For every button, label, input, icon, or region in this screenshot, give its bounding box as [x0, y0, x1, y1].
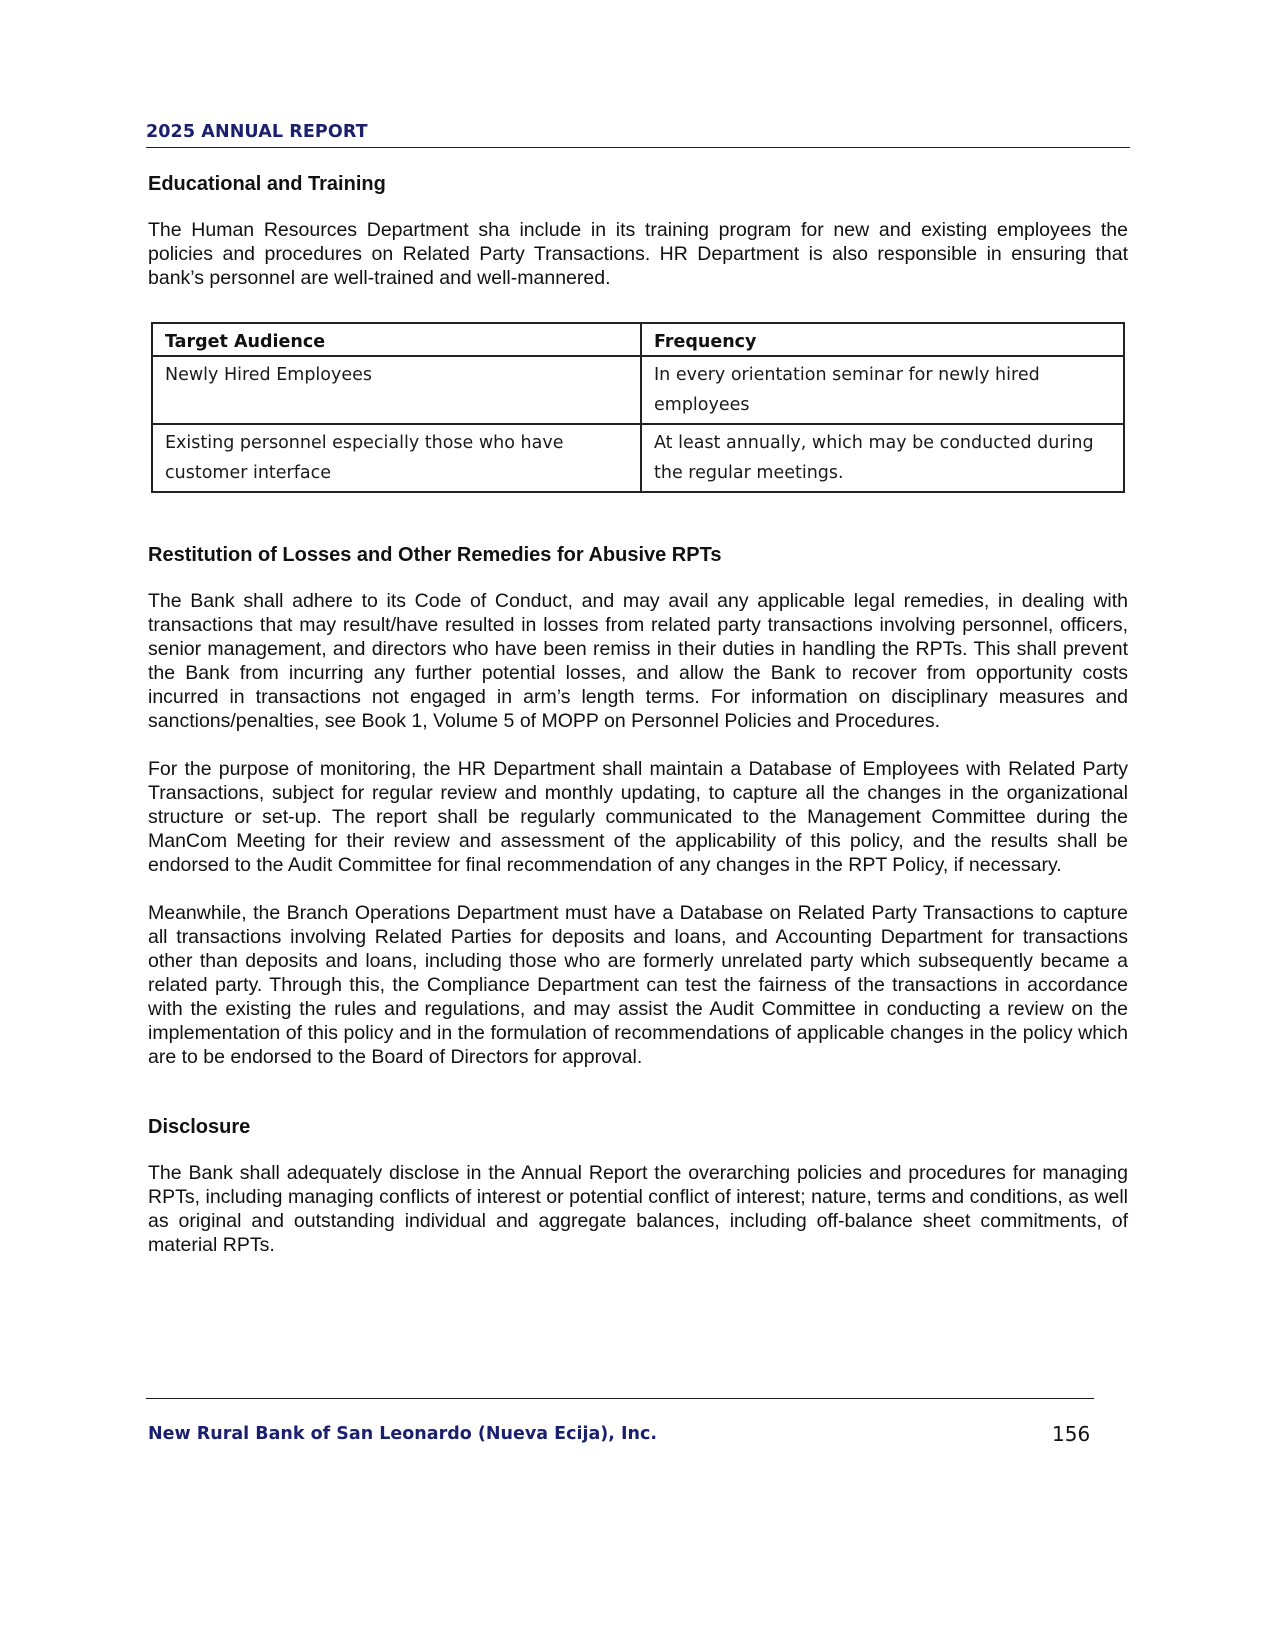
table-row: [152, 424, 1124, 492]
report-title: 2025 ANNUAL REPORT: [146, 122, 368, 142]
section-heading-disclosure: Disclosure: [148, 1116, 251, 1138]
education-paragraph: The Human Resources Department sha include in its training program for new and existing employees the policies and procedures on Related Party Transactions. HR Department is also responsible in ensuring that bank’s personnel are well-trained and well-mannered.: [148, 219, 1128, 289]
section-heading-education: Educational and Training: [148, 173, 386, 195]
table-header-target-audience: Target Audience: [152, 323, 641, 356]
page-content: [148, 172, 1128, 1257]
table-header-frequency: Frequency: [641, 323, 1124, 356]
table-cell-frequency: In every orientation seminar for newly hired employees: [641, 356, 1124, 424]
training-table: [151, 322, 1125, 493]
table-cell-audience: Existing personnel especially those who have customer interface: [152, 424, 641, 492]
table-header-row: [152, 323, 1124, 356]
table-cell-frequency: At least annually, which may be conducted during the regular meetings.: [641, 424, 1124, 492]
section-heading-restitution: Restitution of Losses and Other Remedies for Abusive RPTs: [148, 544, 722, 566]
table-cell-audience: Newly Hired Employees: [152, 356, 641, 424]
restitution-paragraph-3: Meanwhile, the Branch Operations Department must have a Database on Related Party Transactions to capture all transactions involving Related Parties for deposits and loans, and Accounting Department for transactions other than deposits and loans, including those who are formerly unrelated party which subsequently became a related party. Through this, the Compliance Department can test the fairness of the transactions in accordance with the existing the rules and regulations, and may assist the Audit Committee in conducting a review on the implementation of this policy and in the formulation of recommendations of applicable changes in the policy which are to be endorsed to the Board of Directors for approval.: [148, 902, 1128, 1068]
footer-company-name: New Rural Bank of San Leonardo (Nueva Ecija), Inc.: [148, 1424, 657, 1444]
page-number: 156: [1052, 1422, 1091, 1446]
restitution-paragraph-2: For the purpose of monitoring, the HR Department shall maintain a Database of Employees with Related Party Transactions, subject for regular review and monthly updating, to capture all the changes in the organizational structure or set-up. The report shall be regularly communicated to the Management Committee during the ManCom Meeting for their review and assessment of the applicability of this policy, and the results shall be endorsed to the Audit Committee for final recommendation of any changes in the RPT Policy, if necessary.: [148, 758, 1128, 876]
page-header: [146, 122, 1130, 148]
disclosure-paragraph: The Bank shall adequately disclose in the Annual Report the overarching policies and procedures for managing RPTs, including managing conflicts of interest or potential conflict of interest; nature, terms and conditions, as well as original and outstanding individual and aggregate balances, including off-balance sheet commitments, of material RPTs.: [148, 1162, 1128, 1256]
restitution-paragraph-1: The Bank shall adhere to its Code of Conduct, and may avail any applicable legal remedies, in dealing with transactions that may result/have resulted in losses from related party transactions involving personnel, officers, senior management, and directors who have been remiss in their duties in handling the RPTs. This shall prevent the Bank from incurring any further potential losses, and allow the Bank to recover from opportunity costs incurred in transactions not engaged in arm’s length terms. For information on disciplinary measures and sanctions/penalties, see Book 1, Volume 5 of MOPP on Personnel Policies and Procedures.: [148, 590, 1128, 732]
table-row: [152, 356, 1124, 424]
footer-divider: [146, 1398, 1094, 1399]
